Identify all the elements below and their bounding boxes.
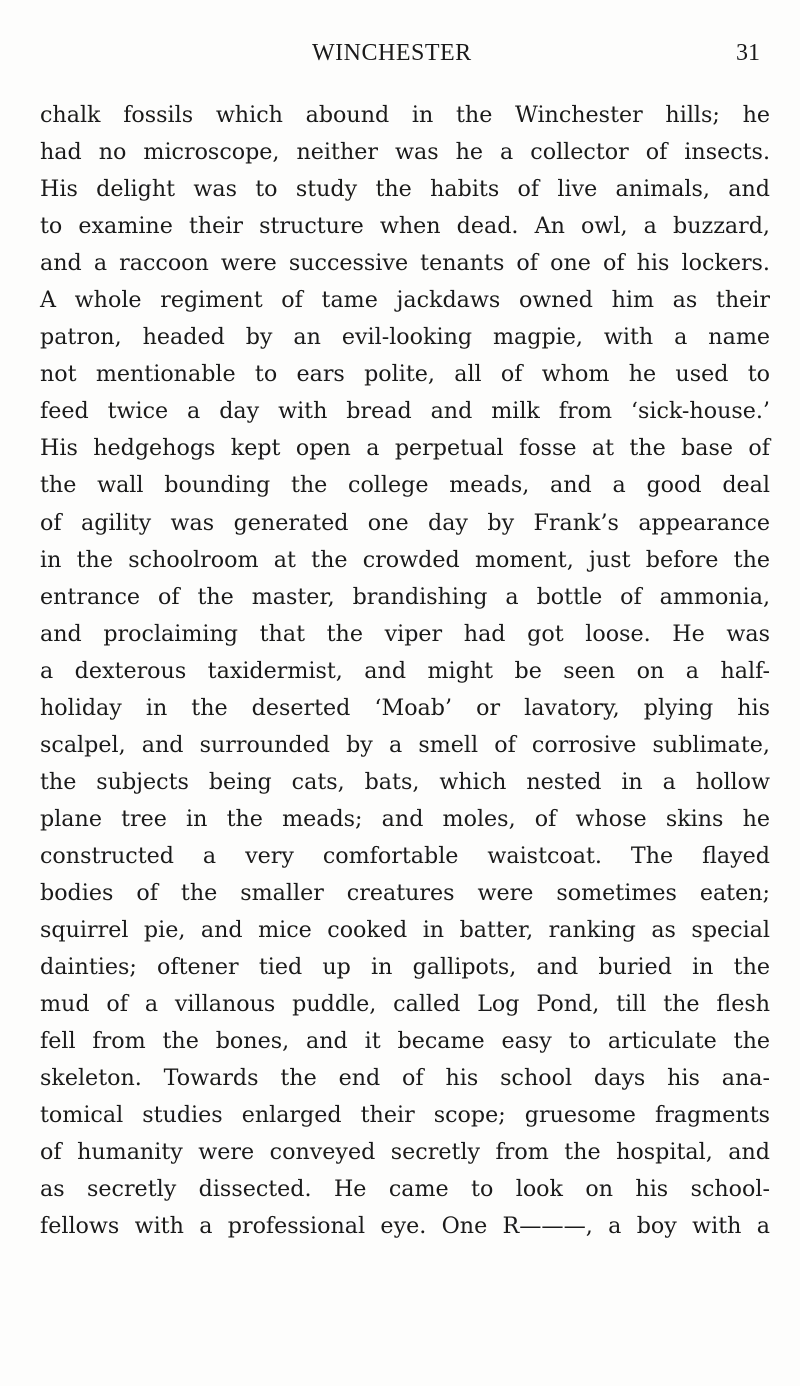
text-line: feed twice a day with bread and milk from ‘sick-house.’ <box>40 398 770 425</box>
text-line: A whole regiment of tame jackdaws owned him as their <box>40 287 770 314</box>
text-line: plane tree in the meads; and moles, of whose skins he <box>40 805 770 832</box>
text-line: patron, headed by an evil-looking magpie, with a name <box>40 324 770 351</box>
text-line: and a raccoon were successive tenants of one of his lockers. <box>40 250 770 277</box>
text-line: entrance of the master, brandishing a bottle of ammonia, <box>40 583 770 610</box>
text-line: fellows with a professional eye. One R———, a boy with a <box>40 1213 770 1240</box>
text-line: bodies of the smaller creatures were sometimes eaten; <box>40 879 770 906</box>
text-line: in the schoolroom at the crowded moment, just before the <box>40 546 770 573</box>
text-line: to examine their structure when dead. An owl, a buzzard, <box>40 213 770 240</box>
text-line: His hedgehogs kept open a perpetual fosse at the base of <box>40 435 770 462</box>
text-line: His delight was to study the habits of live animals, and <box>40 176 770 203</box>
text-line: constructed a very comfortable waistcoat. The flayed <box>40 842 770 869</box>
text-line: holiday in the deserted ‘Moab’ or lavatory, plying his <box>40 694 770 721</box>
text-line: the subjects being cats, bats, which nested in a hollow <box>40 768 770 795</box>
text-line: as secretly dissected. He came to look on his school- <box>40 1176 770 1203</box>
text-line: scalpel, and surrounded by a smell of corrosive sublimate, <box>40 731 770 758</box>
text-line: not mentionable to ears polite, all of whom he used to <box>40 361 770 388</box>
text-line: had no microscope, neither was he a collector of insects. <box>40 139 770 166</box>
text-line: the wall bounding the college meads, and a good deal <box>40 472 770 499</box>
text-line: fell from the bones, and it became easy to articulate the <box>40 1028 770 1055</box>
text-line: and proclaiming that the viper had got loose. He was <box>40 620 770 647</box>
text-line: mud of a villanous puddle, called Log Pond, till the flesh <box>40 991 770 1018</box>
text-line: of humanity were conveyed secretly from the hospital, and <box>40 1139 770 1166</box>
text-line: skeleton. Towards the end of his school days his ana- <box>40 1065 770 1092</box>
running-title: WINCHESTER <box>312 40 472 66</box>
text-line: chalk fossils which abound in the Winchester hills; he <box>40 102 770 128</box>
text-line: tomical studies enlarged their scope; gruesome fragments <box>40 1102 770 1129</box>
text-line: squirrel pie, and mice cooked in batter, ranking as special <box>40 917 770 944</box>
page-number: 31 <box>736 40 760 66</box>
text-line: of agility was generated one day by Frank’s appearance <box>40 509 770 536</box>
body-text <box>40 97 770 1245</box>
text-line: a dexterous taxidermist, and might be seen on a half- <box>40 657 770 684</box>
text-line: dainties; oftener tied up in gallipots, and buried in the <box>40 954 770 981</box>
